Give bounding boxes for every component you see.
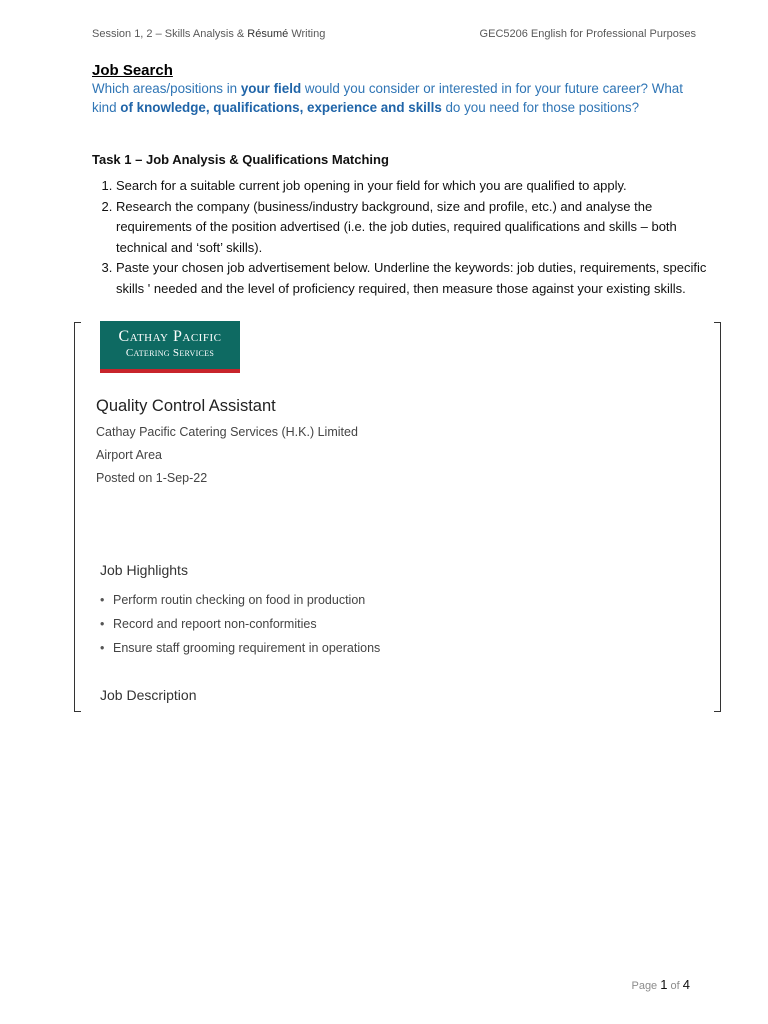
header-left-bold: Résumé xyxy=(247,28,289,40)
job-highlights-heading: Job Highlights xyxy=(100,562,188,578)
header-left-prefix: Session 1, 2 – Skills Analysis & xyxy=(92,28,248,40)
question-part-2: would you consider or interested in for your future career? What kind xyxy=(92,81,683,115)
company-logo xyxy=(100,321,240,373)
highlight-text: Ensure staff grooming requirement in operations xyxy=(113,641,381,655)
task-steps-list xyxy=(96,176,716,299)
of-label: of xyxy=(667,980,683,992)
question-bold-1: your field xyxy=(240,81,302,96)
company-name: Cathay Pacific Catering Services (H.K.) Limited xyxy=(96,425,358,439)
job-location: Airport Area xyxy=(96,448,163,462)
highlight-item xyxy=(100,639,600,663)
logo-text-line1: Cathay Pacific xyxy=(118,328,222,345)
question-part-3: do you need for those positions? xyxy=(441,99,640,115)
page-title: Job Search xyxy=(92,62,173,79)
highlight-item xyxy=(100,591,600,615)
highlight-text: Record and repoort non-conformities xyxy=(113,617,317,631)
bullet-icon: • xyxy=(100,641,105,655)
highlight-text: Perform routin checking on food in production xyxy=(113,593,366,607)
question-part-1: Which areas/positions in xyxy=(92,81,241,96)
task-step: 1. Search for a suitable current job opening in your field for which you are qualified to apply. xyxy=(116,176,716,197)
page-number-footer xyxy=(631,977,690,992)
question-bold-2: of knowledge, qualifications, experience and skills xyxy=(120,99,442,115)
guiding-question xyxy=(92,80,702,117)
task-step: 2. Research the company (business/industry background, size and profile, etc.) and analyse the requirements of the position advertised (i.e. the job duties, required qualifications and skills – both technical and ‘soft’ skills). xyxy=(116,197,716,259)
job-title: Quality Control Assistant xyxy=(96,397,276,415)
frame-bracket-left xyxy=(74,322,81,712)
bullet-icon: • xyxy=(100,617,105,631)
logo-text-line2: Catering Services xyxy=(125,347,215,359)
task-step: 3. Paste your chosen job advertisement below. Underline the keywords: job duties, requirements, specific skills ' needed and the level of proficiency required, then measure those against your existing skills. xyxy=(116,258,716,299)
total-pages: 4 xyxy=(682,977,690,992)
task-heading: Task 1 – Job Analysis & Qualifications Matching xyxy=(92,152,389,167)
current-page: 1 xyxy=(660,977,668,992)
page-label: Page xyxy=(631,980,661,992)
posted-date: Posted on 1-Sep-22 xyxy=(96,471,208,485)
job-description-heading: Job Description xyxy=(100,687,197,703)
job-highlights-list xyxy=(100,591,600,663)
frame-bracket-right xyxy=(714,322,721,712)
running-header-left xyxy=(92,28,325,40)
bullet-icon: • xyxy=(100,593,105,607)
header-left-suffix: Writing xyxy=(288,28,326,40)
running-header-right: GEC5206 English for Professional Purposes xyxy=(479,28,696,40)
highlight-item xyxy=(100,615,600,639)
